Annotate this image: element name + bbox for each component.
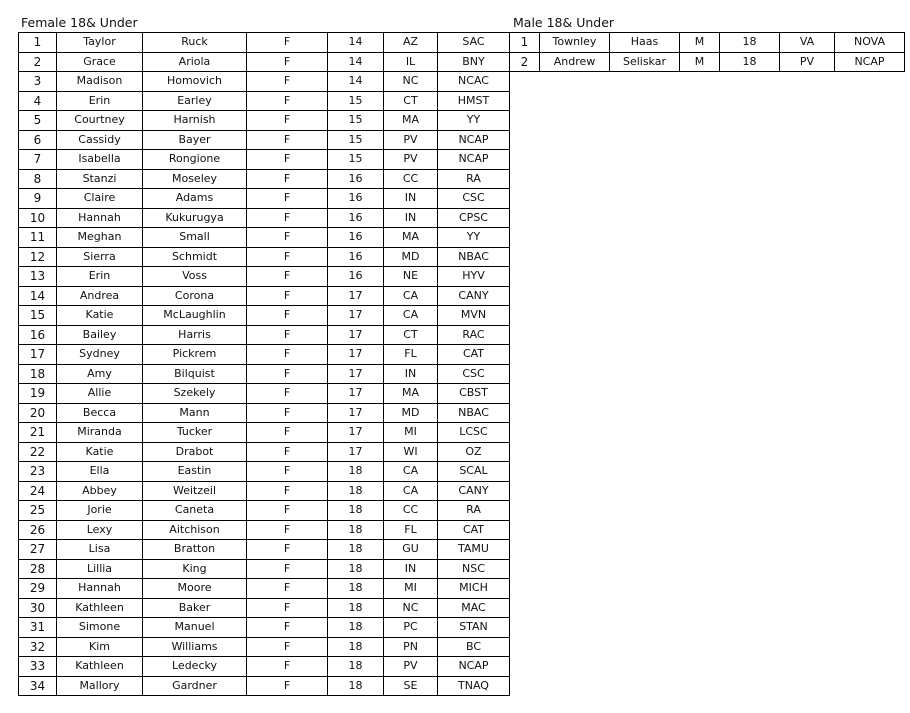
- lsc-cell: NC: [384, 72, 438, 92]
- first-name-cell: Madison: [57, 72, 143, 92]
- table-row: [19, 189, 510, 209]
- age-cell: 18: [328, 501, 384, 521]
- club-cell: RA: [438, 501, 510, 521]
- first-name-cell: Lisa: [57, 540, 143, 560]
- club-cell: CSC: [438, 189, 510, 209]
- gender-cell: F: [247, 423, 328, 443]
- first-name-cell: Kathleen: [57, 657, 143, 677]
- lsc-cell: MI: [384, 423, 438, 443]
- club-cell: CANY: [438, 481, 510, 501]
- last-name-cell: Aitchison: [143, 520, 247, 540]
- gender-cell: F: [247, 618, 328, 638]
- table-row: [19, 208, 510, 228]
- rank-cell: 4: [19, 91, 57, 111]
- gender-cell: F: [247, 228, 328, 248]
- lsc-cell: MA: [384, 384, 438, 404]
- lsc-cell: CA: [384, 481, 438, 501]
- female-section-title: Female 18& Under: [21, 15, 138, 30]
- last-name-cell: Schmidt: [143, 247, 247, 267]
- table-row: [19, 150, 510, 170]
- rank-cell: 28: [19, 559, 57, 579]
- table-row: [510, 52, 905, 72]
- club-cell: OZ: [438, 442, 510, 462]
- last-name-cell: Mann: [143, 403, 247, 423]
- first-name-cell: Erin: [57, 91, 143, 111]
- gender-cell: F: [247, 72, 328, 92]
- age-cell: 17: [328, 403, 384, 423]
- first-name-cell: Kim: [57, 637, 143, 657]
- first-name-cell: Sydney: [57, 345, 143, 365]
- first-name-cell: Lexy: [57, 520, 143, 540]
- rank-cell: 30: [19, 598, 57, 618]
- rank-cell: 25: [19, 501, 57, 521]
- club-cell: BC: [438, 637, 510, 657]
- age-cell: 18: [328, 598, 384, 618]
- lsc-cell: IN: [384, 208, 438, 228]
- age-cell: 18: [328, 559, 384, 579]
- last-name-cell: Moseley: [143, 169, 247, 189]
- rank-cell: 18: [19, 364, 57, 384]
- gender-cell: F: [247, 462, 328, 482]
- male-roster-table: [509, 32, 905, 72]
- last-name-cell: Eastin: [143, 462, 247, 482]
- last-name-cell: Gardner: [143, 676, 247, 696]
- club-cell: CBST: [438, 384, 510, 404]
- rank-cell: 27: [19, 540, 57, 560]
- last-name-cell: Voss: [143, 267, 247, 287]
- gender-cell: F: [247, 267, 328, 287]
- rank-cell: 31: [19, 618, 57, 638]
- club-cell: NOVA: [835, 33, 905, 53]
- age-cell: 18: [328, 540, 384, 560]
- gender-cell: F: [247, 169, 328, 189]
- gender-cell: M: [680, 33, 720, 53]
- age-cell: 15: [328, 111, 384, 131]
- gender-cell: F: [247, 91, 328, 111]
- table-row: [19, 130, 510, 150]
- first-name-cell: Ella: [57, 462, 143, 482]
- gender-cell: F: [247, 247, 328, 267]
- rank-cell: 2: [510, 52, 540, 72]
- last-name-cell: Corona: [143, 286, 247, 306]
- lsc-cell: CA: [384, 286, 438, 306]
- age-cell: 18: [328, 637, 384, 657]
- first-name-cell: Allie: [57, 384, 143, 404]
- first-name-cell: Amy: [57, 364, 143, 384]
- female-roster-body: [19, 33, 510, 696]
- lsc-cell: AZ: [384, 33, 438, 53]
- lsc-cell: NE: [384, 267, 438, 287]
- last-name-cell: Pickrem: [143, 345, 247, 365]
- table-row: [19, 423, 510, 443]
- club-cell: SCAL: [438, 462, 510, 482]
- rank-cell: 33: [19, 657, 57, 677]
- first-name-cell: Grace: [57, 52, 143, 72]
- club-cell: CAT: [438, 345, 510, 365]
- lsc-cell: CT: [384, 325, 438, 345]
- age-cell: 17: [328, 384, 384, 404]
- club-cell: CPSC: [438, 208, 510, 228]
- last-name-cell: Szekely: [143, 384, 247, 404]
- age-cell: 18: [328, 579, 384, 599]
- gender-cell: F: [247, 286, 328, 306]
- table-row: [19, 520, 510, 540]
- gender-cell: F: [247, 598, 328, 618]
- last-name-cell: Seliskar: [610, 52, 680, 72]
- club-cell: NCAP: [438, 150, 510, 170]
- gender-cell: F: [247, 520, 328, 540]
- rank-cell: 19: [19, 384, 57, 404]
- lsc-cell: VA: [780, 33, 835, 53]
- lsc-cell: IN: [384, 559, 438, 579]
- first-name-cell: Kathleen: [57, 598, 143, 618]
- club-cell: NCAP: [438, 657, 510, 677]
- first-name-cell: Simone: [57, 618, 143, 638]
- last-name-cell: Harris: [143, 325, 247, 345]
- age-cell: 15: [328, 150, 384, 170]
- first-name-cell: Bailey: [57, 325, 143, 345]
- table-row: [19, 364, 510, 384]
- age-cell: 16: [328, 189, 384, 209]
- age-cell: 17: [328, 345, 384, 365]
- gender-cell: F: [247, 189, 328, 209]
- rank-cell: 10: [19, 208, 57, 228]
- last-name-cell: Bayer: [143, 130, 247, 150]
- lsc-cell: WI: [384, 442, 438, 462]
- table-row: [19, 111, 510, 131]
- last-name-cell: McLaughlin: [143, 306, 247, 326]
- first-name-cell: Isabella: [57, 150, 143, 170]
- club-cell: NCAP: [835, 52, 905, 72]
- table-row: [19, 72, 510, 92]
- table-row: [19, 169, 510, 189]
- club-cell: NBAC: [438, 247, 510, 267]
- gender-cell: F: [247, 403, 328, 423]
- first-name-cell: Becca: [57, 403, 143, 423]
- lsc-cell: IN: [384, 364, 438, 384]
- first-name-cell: Abbey: [57, 481, 143, 501]
- age-cell: 18: [720, 33, 780, 53]
- gender-cell: F: [247, 364, 328, 384]
- club-cell: NSC: [438, 559, 510, 579]
- first-name-cell: Meghan: [57, 228, 143, 248]
- table-row: [510, 33, 905, 53]
- last-name-cell: Moore: [143, 579, 247, 599]
- rank-cell: 34: [19, 676, 57, 696]
- age-cell: 15: [328, 91, 384, 111]
- table-row: [19, 618, 510, 638]
- table-row: [19, 267, 510, 287]
- rank-cell: 1: [19, 33, 57, 53]
- first-name-cell: Andrew: [540, 52, 610, 72]
- age-cell: 18: [328, 676, 384, 696]
- club-cell: RAC: [438, 325, 510, 345]
- lsc-cell: PN: [384, 637, 438, 657]
- club-cell: TAMU: [438, 540, 510, 560]
- table-row: [19, 33, 510, 53]
- club-cell: HYV: [438, 267, 510, 287]
- table-row: [19, 403, 510, 423]
- rank-cell: 7: [19, 150, 57, 170]
- rank-cell: 12: [19, 247, 57, 267]
- club-cell: NBAC: [438, 403, 510, 423]
- rank-cell: 16: [19, 325, 57, 345]
- first-name-cell: Lillia: [57, 559, 143, 579]
- male-roster-body: [510, 33, 905, 72]
- age-cell: 16: [328, 228, 384, 248]
- rank-cell: 14: [19, 286, 57, 306]
- age-cell: 18: [328, 520, 384, 540]
- rank-cell: 5: [19, 111, 57, 131]
- club-cell: SAC: [438, 33, 510, 53]
- age-cell: 16: [328, 169, 384, 189]
- age-cell: 18: [328, 618, 384, 638]
- table-row: [19, 501, 510, 521]
- age-cell: 17: [328, 423, 384, 443]
- last-name-cell: Bilquist: [143, 364, 247, 384]
- table-row: [19, 247, 510, 267]
- table-row: [19, 286, 510, 306]
- first-name-cell: Hannah: [57, 579, 143, 599]
- last-name-cell: Weitzeil: [143, 481, 247, 501]
- lsc-cell: MI: [384, 579, 438, 599]
- table-row: [19, 637, 510, 657]
- table-row: [19, 481, 510, 501]
- rank-cell: 26: [19, 520, 57, 540]
- last-name-cell: Ledecky: [143, 657, 247, 677]
- rank-cell: 1: [510, 33, 540, 53]
- age-cell: 14: [328, 52, 384, 72]
- table-row: [19, 598, 510, 618]
- age-cell: 17: [328, 364, 384, 384]
- last-name-cell: Drabot: [143, 442, 247, 462]
- gender-cell: F: [247, 208, 328, 228]
- lsc-cell: IN: [384, 189, 438, 209]
- club-cell: MICH: [438, 579, 510, 599]
- gender-cell: F: [247, 637, 328, 657]
- club-cell: STAN: [438, 618, 510, 638]
- club-cell: CAT: [438, 520, 510, 540]
- rank-cell: 20: [19, 403, 57, 423]
- gender-cell: F: [247, 325, 328, 345]
- first-name-cell: Andrea: [57, 286, 143, 306]
- lsc-cell: PV: [384, 130, 438, 150]
- club-cell: NCAC: [438, 72, 510, 92]
- lsc-cell: NC: [384, 598, 438, 618]
- male-section-title: Male 18& Under: [513, 15, 615, 30]
- age-cell: 17: [328, 286, 384, 306]
- last-name-cell: Manuel: [143, 618, 247, 638]
- rank-cell: 9: [19, 189, 57, 209]
- age-cell: 14: [328, 33, 384, 53]
- first-name-cell: Stanzi: [57, 169, 143, 189]
- club-cell: BNY: [438, 52, 510, 72]
- rank-cell: 29: [19, 579, 57, 599]
- gender-cell: F: [247, 130, 328, 150]
- first-name-cell: Katie: [57, 306, 143, 326]
- first-name-cell: Sierra: [57, 247, 143, 267]
- age-cell: 14: [328, 72, 384, 92]
- rank-cell: 24: [19, 481, 57, 501]
- table-row: [19, 676, 510, 696]
- first-name-cell: Hannah: [57, 208, 143, 228]
- lsc-cell: FL: [384, 520, 438, 540]
- first-name-cell: Mallory: [57, 676, 143, 696]
- table-row: [19, 345, 510, 365]
- last-name-cell: Small: [143, 228, 247, 248]
- club-cell: TNAQ: [438, 676, 510, 696]
- club-cell: YY: [438, 111, 510, 131]
- club-cell: LCSC: [438, 423, 510, 443]
- age-cell: 18: [328, 462, 384, 482]
- last-name-cell: Adams: [143, 189, 247, 209]
- gender-cell: F: [247, 676, 328, 696]
- lsc-cell: SE: [384, 676, 438, 696]
- first-name-cell: Townley: [540, 33, 610, 53]
- rank-cell: 22: [19, 442, 57, 462]
- gender-cell: F: [247, 442, 328, 462]
- lsc-cell: PC: [384, 618, 438, 638]
- lsc-cell: IL: [384, 52, 438, 72]
- age-cell: 16: [328, 267, 384, 287]
- table-row: [19, 559, 510, 579]
- table-row: [19, 91, 510, 111]
- gender-cell: F: [247, 111, 328, 131]
- table-row: [19, 52, 510, 72]
- last-name-cell: Haas: [610, 33, 680, 53]
- gender-cell: F: [247, 501, 328, 521]
- lsc-cell: GU: [384, 540, 438, 560]
- last-name-cell: Kukurugya: [143, 208, 247, 228]
- gender-cell: F: [247, 657, 328, 677]
- age-cell: 18: [328, 481, 384, 501]
- lsc-cell: CA: [384, 462, 438, 482]
- rank-cell: 32: [19, 637, 57, 657]
- rank-cell: 3: [19, 72, 57, 92]
- age-cell: 18: [720, 52, 780, 72]
- last-name-cell: Baker: [143, 598, 247, 618]
- table-row: [19, 325, 510, 345]
- table-row: [19, 442, 510, 462]
- gender-cell: F: [247, 384, 328, 404]
- first-name-cell: Erin: [57, 267, 143, 287]
- lsc-cell: PV: [384, 150, 438, 170]
- rank-cell: 13: [19, 267, 57, 287]
- club-cell: YY: [438, 228, 510, 248]
- age-cell: 16: [328, 208, 384, 228]
- club-cell: MVN: [438, 306, 510, 326]
- lsc-cell: CC: [384, 501, 438, 521]
- first-name-cell: Claire: [57, 189, 143, 209]
- age-cell: 15: [328, 130, 384, 150]
- gender-cell: F: [247, 33, 328, 53]
- rank-cell: 21: [19, 423, 57, 443]
- lsc-cell: MD: [384, 247, 438, 267]
- first-name-cell: Courtney: [57, 111, 143, 131]
- gender-cell: F: [247, 540, 328, 560]
- last-name-cell: Ariola: [143, 52, 247, 72]
- lsc-cell: MA: [384, 228, 438, 248]
- gender-cell: F: [247, 52, 328, 72]
- last-name-cell: King: [143, 559, 247, 579]
- last-name-cell: Tucker: [143, 423, 247, 443]
- lsc-cell: CC: [384, 169, 438, 189]
- table-row: [19, 657, 510, 677]
- rank-cell: 15: [19, 306, 57, 326]
- club-cell: MAC: [438, 598, 510, 618]
- rank-cell: 6: [19, 130, 57, 150]
- last-name-cell: Homovich: [143, 72, 247, 92]
- gender-cell: F: [247, 481, 328, 501]
- club-cell: CSC: [438, 364, 510, 384]
- table-row: [19, 462, 510, 482]
- gender-cell: F: [247, 579, 328, 599]
- table-row: [19, 384, 510, 404]
- first-name-cell: Jorie: [57, 501, 143, 521]
- table-row: [19, 306, 510, 326]
- club-cell: NCAP: [438, 130, 510, 150]
- age-cell: 17: [328, 325, 384, 345]
- first-name-cell: Katie: [57, 442, 143, 462]
- rank-cell: 2: [19, 52, 57, 72]
- age-cell: 17: [328, 306, 384, 326]
- lsc-cell: MD: [384, 403, 438, 423]
- lsc-cell: CT: [384, 91, 438, 111]
- gender-cell: F: [247, 306, 328, 326]
- last-name-cell: Ruck: [143, 33, 247, 53]
- age-cell: 18: [328, 657, 384, 677]
- last-name-cell: Caneta: [143, 501, 247, 521]
- gender-cell: F: [247, 345, 328, 365]
- table-row: [19, 540, 510, 560]
- age-cell: 16: [328, 247, 384, 267]
- first-name-cell: Miranda: [57, 423, 143, 443]
- club-cell: CANY: [438, 286, 510, 306]
- club-cell: RA: [438, 169, 510, 189]
- table-row: [19, 228, 510, 248]
- club-cell: HMST: [438, 91, 510, 111]
- gender-cell: F: [247, 150, 328, 170]
- rank-cell: 17: [19, 345, 57, 365]
- lsc-cell: MA: [384, 111, 438, 131]
- lsc-cell: PV: [780, 52, 835, 72]
- last-name-cell: Rongione: [143, 150, 247, 170]
- gender-cell: M: [680, 52, 720, 72]
- rank-cell: 11: [19, 228, 57, 248]
- lsc-cell: FL: [384, 345, 438, 365]
- lsc-cell: CA: [384, 306, 438, 326]
- rank-cell: 23: [19, 462, 57, 482]
- last-name-cell: Harnish: [143, 111, 247, 131]
- age-cell: 17: [328, 442, 384, 462]
- first-name-cell: Cassidy: [57, 130, 143, 150]
- last-name-cell: Williams: [143, 637, 247, 657]
- gender-cell: F: [247, 559, 328, 579]
- female-roster-table: [18, 32, 510, 696]
- table-row: [19, 579, 510, 599]
- first-name-cell: Taylor: [57, 33, 143, 53]
- rank-cell: 8: [19, 169, 57, 189]
- last-name-cell: Earley: [143, 91, 247, 111]
- last-name-cell: Bratton: [143, 540, 247, 560]
- lsc-cell: PV: [384, 657, 438, 677]
